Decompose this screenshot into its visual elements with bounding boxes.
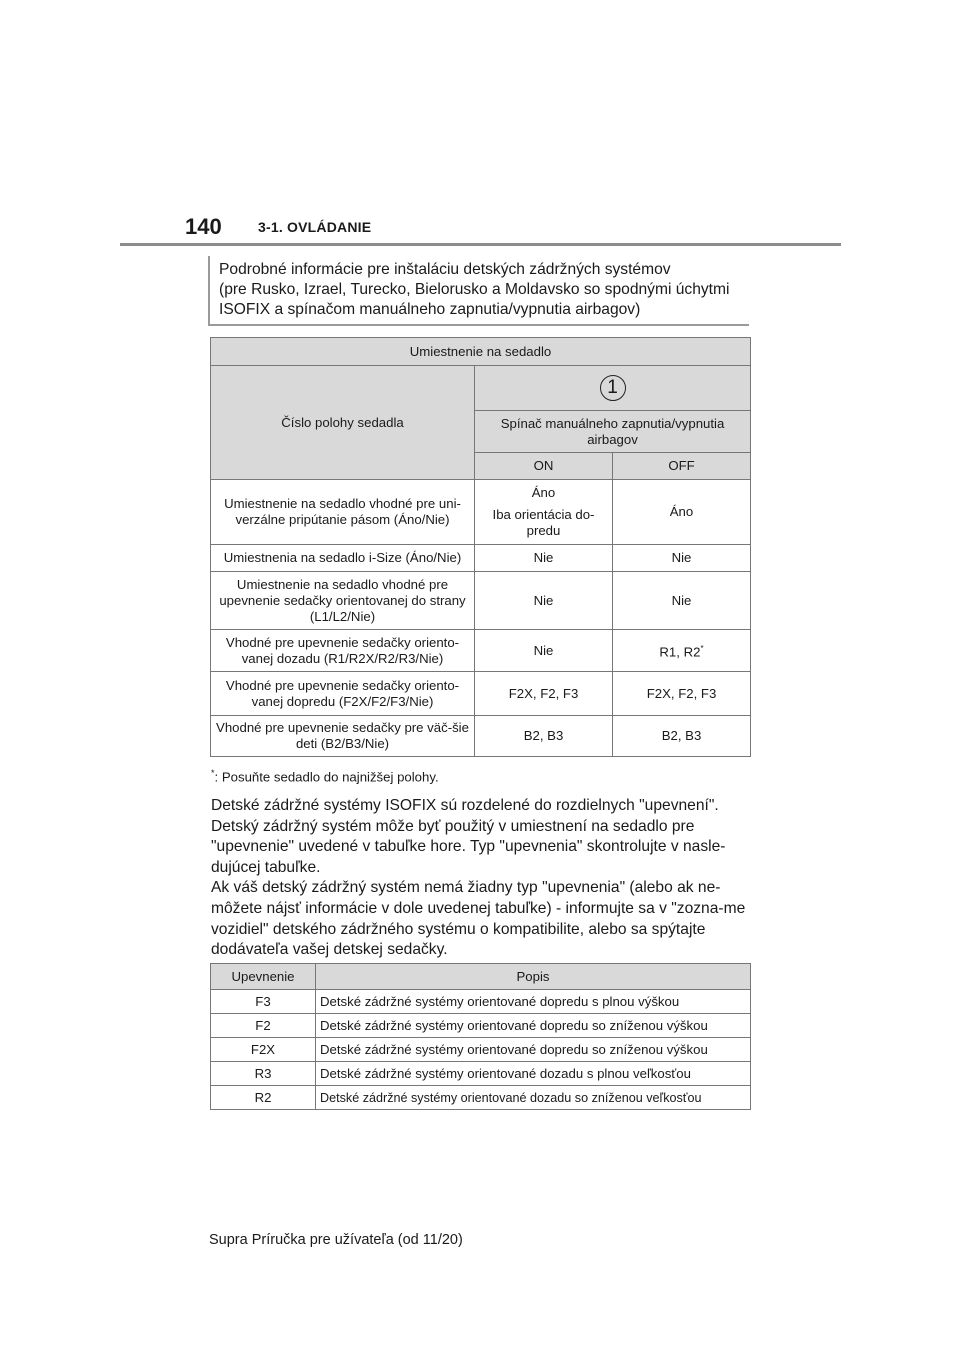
row-off: F2X, F2, F3 bbox=[613, 672, 751, 716]
fixture-code: F2 bbox=[211, 1014, 316, 1038]
row-off: B2, B3 bbox=[613, 716, 751, 757]
info-line: ISOFIX a spínačom manuálneho zapnutia/vypnutia airbagov) bbox=[219, 301, 641, 318]
position-label: Číslo polohy sedadla bbox=[211, 366, 475, 480]
row-label: Vhodné pre upevnenie sedačky oriento-vanej dozadu (R1/R2X/R2/R3/Nie) bbox=[211, 630, 475, 672]
row-off: Nie bbox=[613, 572, 751, 630]
info-line: Podrobné informácie pre inštaláciu detských zádržných systémov bbox=[219, 261, 671, 278]
row-on: Nie bbox=[475, 545, 613, 572]
row-on: Nie bbox=[475, 572, 613, 630]
table-title: Umiestnenie na sedadlo bbox=[211, 338, 751, 366]
footnote-marker: * bbox=[700, 643, 704, 653]
row-on: Nie bbox=[475, 630, 613, 672]
fixture-table bbox=[210, 963, 751, 1110]
position-number-cell bbox=[475, 366, 751, 411]
row-label: Vhodné pre upevnenie sedačky pre väč-šie deti (B2/B3/Nie) bbox=[211, 716, 475, 757]
fixture-desc: Detské zádržné systémy orientované dozadu so zníženou veľkosťou bbox=[316, 1086, 751, 1110]
row-on-note: Iba orientácia do-predu bbox=[492, 507, 595, 538]
seat-position-table bbox=[210, 337, 751, 757]
row-on bbox=[475, 480, 613, 545]
header-divider bbox=[120, 243, 841, 246]
row-label: Umiestnenie na sedadlo vhodné pre upevnenie sedačky orientovanej do strany (L1/L2/Nie) bbox=[211, 572, 475, 630]
table-row bbox=[211, 572, 751, 630]
section-title: 3-1. OVLÁDANIE bbox=[258, 219, 372, 235]
table-row bbox=[211, 1062, 751, 1086]
header-fixture: Upevnenie bbox=[211, 964, 316, 990]
footnote-text: : Posuňte sedadlo do najnižšej polohy. bbox=[214, 769, 439, 785]
row-off-value: R1, R2 bbox=[659, 644, 701, 660]
fixture-code: R2 bbox=[211, 1086, 316, 1110]
footer: Supra Príručka pre užívateľa (od 11/20) bbox=[209, 1232, 463, 1248]
info-line: (pre Rusko, Izrael, Turecko, Bielorusko a Moldavsko so spodnými úchytmi bbox=[219, 281, 730, 298]
table-row bbox=[211, 1086, 751, 1110]
airbag-switch-label: Spínač manuálneho zapnutia/vypnutia airbagov bbox=[475, 411, 751, 453]
row-on: B2, B3 bbox=[475, 716, 613, 757]
row-on-line: Áno bbox=[531, 485, 556, 500]
position-number: 1 bbox=[600, 375, 626, 401]
fixture-code: F3 bbox=[211, 990, 316, 1014]
footnote-mark: * bbox=[211, 768, 215, 778]
info-box bbox=[208, 256, 749, 326]
paragraph: Detské zádržné systémy ISOFIX sú rozdelené do rozdielnych "upevnení". Detský zádržný systém môže byť použitý v umiestnení na sedadlo pre "upevnenie" uvedené v tabuľke hore. Typ "upevnenia" skontrolujte v nasle-dujúcej tabuľke. bbox=[211, 797, 726, 876]
table-row bbox=[211, 480, 751, 545]
fixture-code: F2X bbox=[211, 1038, 316, 1062]
fixture-code: R3 bbox=[211, 1062, 316, 1086]
row-off: Nie bbox=[613, 545, 751, 572]
fixture-desc: Detské zádržné systémy orientované dozadu s plnou veľkosťou bbox=[316, 1062, 751, 1086]
fixture-desc: Detské zádržné systémy orientované dopredu so zníženou výškou bbox=[316, 1038, 751, 1062]
table-row bbox=[211, 630, 751, 672]
col-on: ON bbox=[475, 453, 613, 480]
table-row bbox=[211, 1038, 751, 1062]
footnote bbox=[211, 768, 439, 784]
page-number: 140 bbox=[185, 214, 222, 239]
table-row bbox=[211, 545, 751, 572]
row-off bbox=[613, 630, 751, 672]
row-label: Umiestnenie na sedadlo vhodné pre uni-verzálne pripútanie pásom (Áno/Nie) bbox=[211, 480, 475, 545]
row-label: Vhodné pre upevnenie sedačky oriento-vanej dopredu (F2X/F2/F3/Nie) bbox=[211, 672, 475, 716]
fixture-desc: Detské zádržné systémy orientované dopredu so zníženou výškou bbox=[316, 1014, 751, 1038]
fixture-desc: Detské zádržné systémy orientované dopredu s plnou výškou bbox=[316, 990, 751, 1014]
table-row bbox=[211, 716, 751, 757]
row-label: Umiestnenia na sedadlo i-Size (Áno/Nie) bbox=[211, 545, 475, 572]
paragraph: Ak váš detský zádržný systém nemá žiadny typ "upevnenia" (alebo ak ne-môžete nájsť informácie v dole uvedenej tabuľke) - informujte sa v "zozna-me vozidiel" detského zádržného systému o kompatibilite, alebo sa spýtajte dodávateľa vašej detskej sedačky. bbox=[211, 879, 746, 959]
row-off: Áno bbox=[613, 480, 751, 545]
table-row bbox=[211, 990, 751, 1014]
body-text bbox=[211, 796, 756, 961]
header-description: Popis bbox=[316, 964, 751, 990]
table-row bbox=[211, 1014, 751, 1038]
col-off: OFF bbox=[613, 453, 751, 480]
row-on: F2X, F2, F3 bbox=[475, 672, 613, 716]
table-row bbox=[211, 672, 751, 716]
